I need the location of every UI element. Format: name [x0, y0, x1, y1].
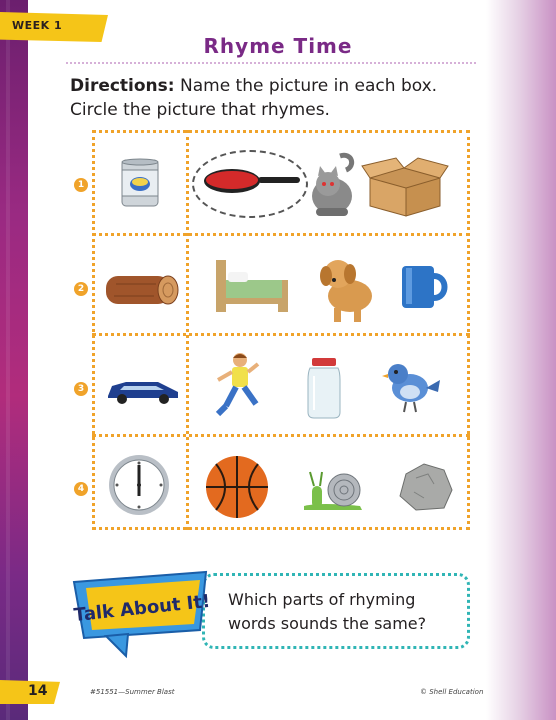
directions-label: Directions: — [70, 76, 175, 96]
can-icon — [118, 156, 162, 210]
row-number-4: 4 — [74, 482, 88, 496]
bird-icon[interactable] — [382, 354, 442, 416]
mug-icon[interactable] — [396, 260, 452, 316]
rock-icon[interactable] — [394, 460, 456, 514]
page-title: Rhyme Time — [203, 34, 353, 58]
log-icon — [100, 270, 180, 310]
box-icon[interactable] — [360, 154, 450, 220]
jar-icon[interactable] — [304, 356, 344, 420]
frying-pan-icon[interactable] — [200, 166, 302, 196]
dog-icon[interactable] — [314, 252, 380, 326]
directions-line1: Name the picture in each box. — [174, 76, 438, 96]
snail-icon[interactable] — [300, 464, 370, 512]
talk-about-it-badge — [66, 566, 216, 662]
grid-row-divider — [92, 333, 470, 336]
directions-line2: Circle the picture that rhymes. — [70, 100, 330, 120]
week-label: WEEK 1 — [12, 19, 63, 32]
page-number: 14 — [28, 683, 48, 699]
directions — [70, 74, 490, 122]
clock-icon — [106, 452, 172, 518]
right-page-border — [486, 0, 556, 720]
grid-column-divider — [186, 130, 189, 530]
talk-question-line2: words sounds the same? — [228, 614, 427, 633]
left-page-border — [0, 0, 28, 720]
talk-question-line1: Which parts of rhyming — [228, 590, 416, 609]
talk-question — [228, 588, 468, 636]
title-divider — [66, 62, 476, 64]
grid-row-divider — [92, 233, 470, 236]
talk-about-it-label: Talk About It! — [72, 590, 212, 627]
cat-icon[interactable] — [306, 150, 358, 220]
row-number-3: 3 — [74, 382, 88, 396]
running-boy-icon[interactable] — [204, 350, 268, 422]
bed-icon[interactable] — [210, 254, 294, 316]
row-number-2: 2 — [74, 282, 88, 296]
basketball-icon[interactable] — [204, 454, 270, 520]
product-code: #51551—Summer Blast — [90, 688, 175, 696]
row-number-1: 1 — [74, 178, 88, 192]
grid-row-divider — [92, 434, 470, 437]
car-icon — [104, 374, 182, 406]
publisher: © Shell Education — [420, 688, 484, 696]
